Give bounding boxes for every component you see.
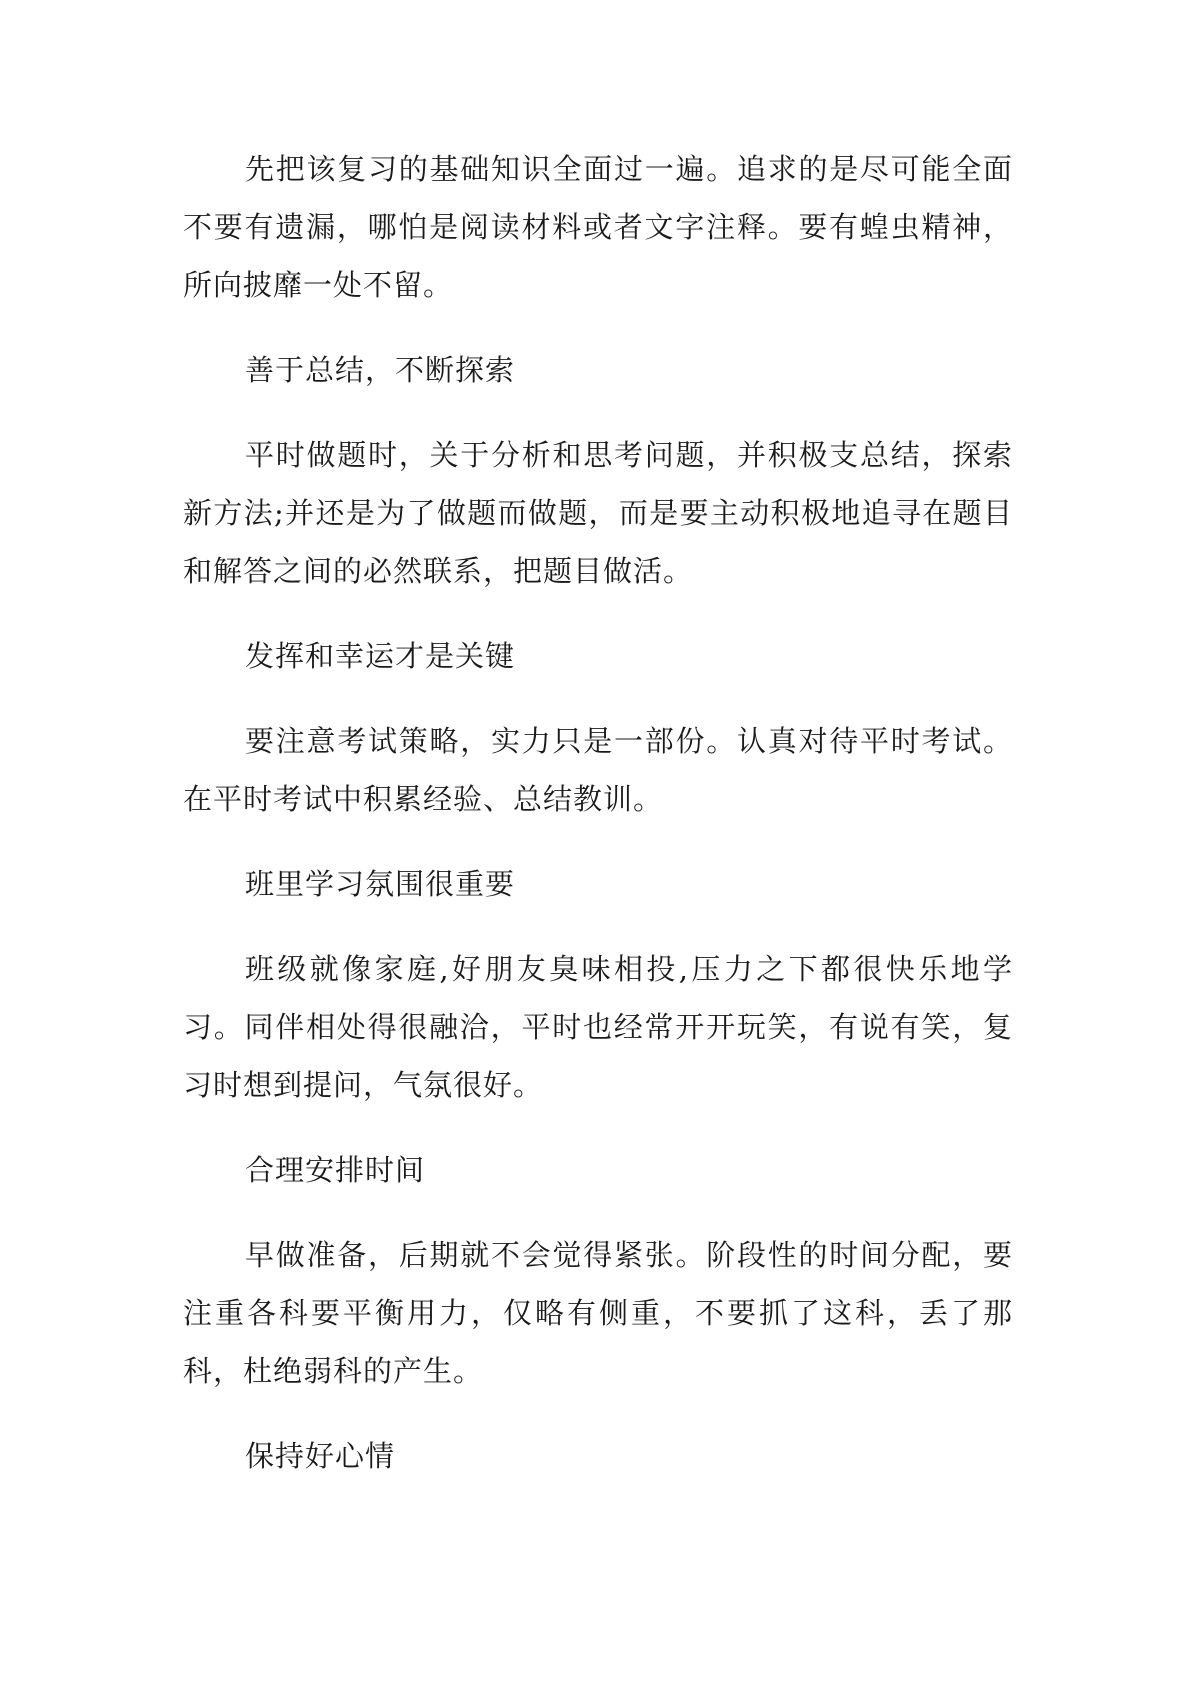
paragraph-review-basics: 先把该复习的基础知识全面过一遍。追求的是尽可能全面不要有遗漏，哪怕是阅读材料或者文字注释。要有蝗虫精神，所向披靡一处不留。: [183, 152, 1013, 302]
paragraph-class-family: 班级就像家庭,好朋友臭味相投,压力之下都很快乐地学习。同伴相处得很融洽，平时也经常开开玩笑，有说有笑，复习时想到提问，气氛很好。: [183, 952, 1013, 1102]
paragraph-problem-solving: 平时做题时，关于分析和思考问题，并积极支总结，探索新方法;并还是为了做题而做题，而是要主动积极地追寻在题目和解答之间的必然联系，把题目做活。: [183, 438, 1013, 588]
document-body: [183, 140, 1013, 1512]
heading-good-mood: 保持好心情: [245, 1439, 396, 1473]
heading-class-atmosphere: 班里学习氛围很重要: [245, 867, 516, 901]
paragraph-exam-strategy: 要注意考试策略，实力只是一部份。认真对待平时考试。在平时考试中积累经验、总结教训。: [183, 724, 1013, 816]
heading-performance-luck: 发挥和幸运才是关键: [245, 639, 516, 673]
heading-summarize-explore: 善于总结，不断探索: [245, 353, 516, 387]
heading-time-management: 合理安排时间: [245, 1153, 426, 1187]
paragraph-early-preparation: 早做准备，后期就不会觉得紧张。阶段性的时间分配，要注重各科要平衡用力，仅略有侧重，不要抓了这科，丢了那科，杜绝弱科的产生。: [183, 1238, 1013, 1388]
